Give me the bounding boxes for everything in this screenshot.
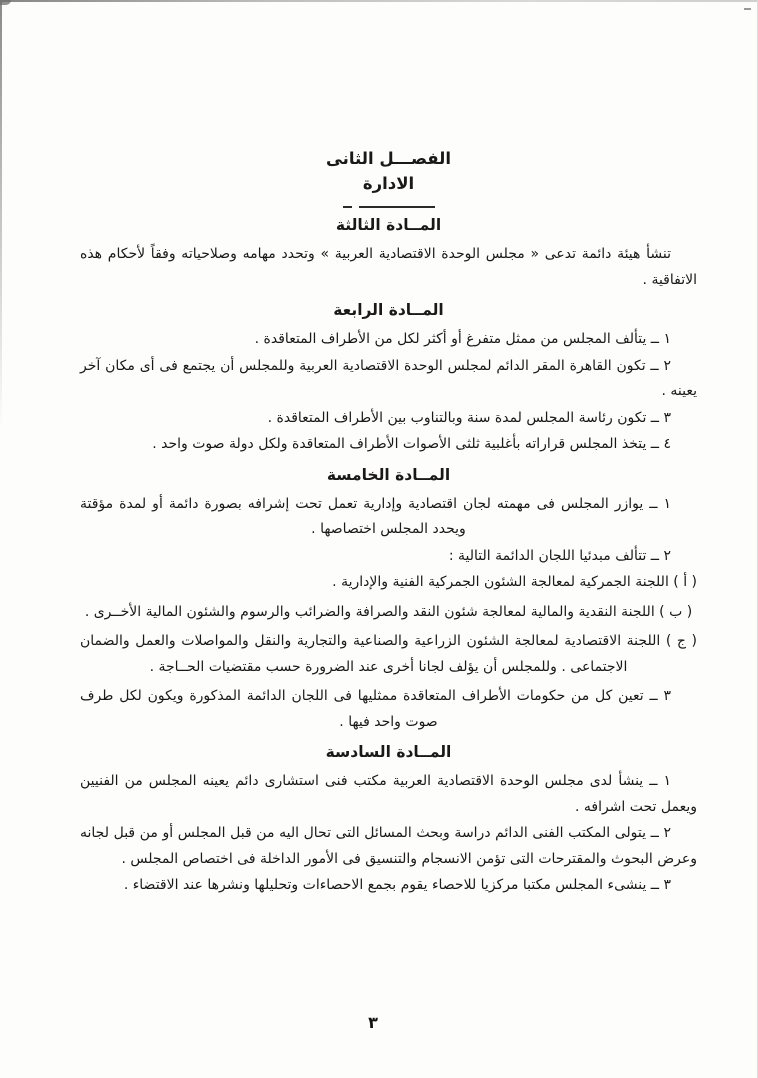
article-six-heading: المــادة السادسة [325,743,452,761]
chapter-subtitle: الادارة [362,174,415,193]
article-three-body: تنشأ هيئة دائمة تدعى « مجلس الوحدة الاقتصادية العربية » وتحدد مهامه وصلاحياته وفقاً لأحكام هذه الاتفاقية . [80,246,697,288]
article-five-clause-3: ٣ ــ تعين كل من حكومات الأطراف المتعاقدة ممثليها فى اللجان الدائمة المذكورة ويكون لكل طرف صوت واحد فيها . [80,688,671,730]
scan-tick-mark [744,8,751,10]
chapter-heading [80,146,697,196]
article-four-clause-4: ٤ ــ يتخذ المجلس قراراته بأغلبية ثلثى الأصوات الأطراف المتعاقدة ولكل دولة صوت واحد . [152,436,671,452]
article-six-clause-2: ٢ ــ يتولى المكتب الفنى الدائم دراسة وبحث المسائل التى تحال اليه من قبل المجلس أو من قبل لجانه وعرض البحوث والمقترحات التى تؤمن الانسجام والتنسيق فى الأمور الداخلة فى اختصاص المجلس . [80,825,697,867]
section-divider [80,206,697,208]
page-number: ٣ [368,1013,378,1032]
article-six-clause-3: ٣ ــ ينشىء المجلس مكتبا مركزيا للاحصاء يقوم بجمع الاحصاءات وتحليلها ونشرها عند الاقتضاء . [123,877,671,893]
article-five-heading: المــادة الخامسة [326,465,451,484]
article-four-heading: المــادة الرابعة [333,301,444,319]
article-five-subclause-j: ( ج ) اللجنة الاقتصادية لمعالجة الشئون الزراعية والصناعية والتجارية والنقل والمواصلات والعمل والضمان الاجتماعى . وللمجلس أن يؤلف لجانا أخرى عند الضرورة حسب مقتضيات الحــاجة . [80,633,697,675]
article-six-clause-1: ١ ــ ينشأ لدى مجلس الوحدة الاقتصادية العربية مكتب فنى استشارى دائم يعينه المجلس من الفنيين ويعمل تحت اشرافه . [80,773,697,815]
article-five-clause-1: ١ ــ يوازر المجلس فى مهمته لجان اقتصادية وإدارية تعمل تحت إشرافه بصورة دائمة أو لمدة مؤقتة ويحدد المجلس اختصاصها . [80,495,671,537]
article-five [80,465,697,736]
divider-line [359,206,435,208]
scan-edge-top [0,0,758,2]
article-five-clause-2: ٢ ــ تتألف مبدئيا اللجان الدائمة التالية : [448,547,671,564]
article-three [80,215,697,293]
divider-dash [343,206,352,208]
article-four-clause-2: ٢ ــ تكون القاهرة المقر الدائم لمجلس الوحدة الاقتصادية العربية وللمجلس أن يجتمع فى أى مكان آخر يعينه . [80,357,697,399]
article-five-subclause-a: ( أ ) اللجنة الجمركية لمعالجة الشئون الجمركية الفنية والإدارية . [332,574,697,590]
scan-edge-left [0,0,2,430]
article-four-clause-1: ١ ــ يتألف المجلس من ممثل متفرغ أو أكثر لكل من الأطراف المتعاقدة . [254,331,671,347]
chapter-title: الفصـــل الثانى [325,149,452,168]
article-four [80,300,697,458]
article-three-heading: المــادة الثالثة [335,216,442,234]
scan-corner-mark [0,0,11,5]
article-six [80,742,697,899]
article-five-subclause-b: ( ب ) اللجنة النقدية والمالية لمعالجة شئون النقد والصرافة والضرائب والرسوم والشئون المالية الأخــرى . [84,603,693,620]
article-four-clause-3: ٣ ــ تكون رئاسة المجلس لمدة سنة وبالتناوب بين الأطراف المتعاقدة . [267,409,671,426]
